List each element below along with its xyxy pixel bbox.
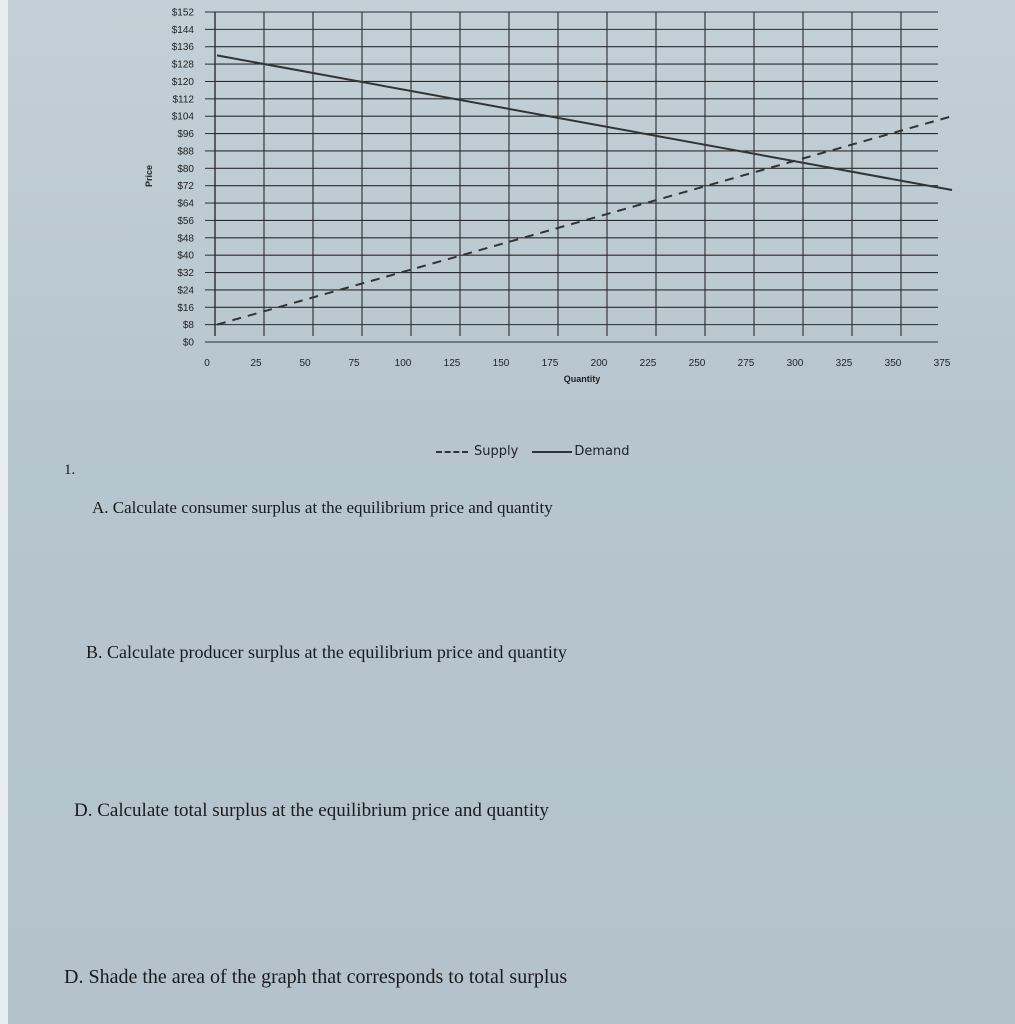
question-c: D. Calculate total surplus at the equilibrium price and quantity <box>74 800 549 821</box>
y-tick-label: $144 <box>171 24 194 36</box>
question-d: D. Shade the area of the graph that corresponds to total surplus <box>64 966 568 988</box>
y-tick-label: $48 <box>177 233 194 245</box>
y-tick-label: $152 <box>171 7 194 19</box>
y-tick-label: $112 <box>172 94 194 106</box>
y-tick-label: $0 <box>182 337 194 349</box>
y-tick-label: $56 <box>177 215 194 227</box>
x-tick-label: 250 <box>688 358 706 369</box>
x-tick-label: 175 <box>541 358 559 369</box>
x-tick-label: 225 <box>639 358 657 369</box>
y-tick-label: $72 <box>177 181 194 193</box>
x-tick-label: 125 <box>443 358 461 369</box>
question-number: 1. <box>64 462 76 478</box>
legend-label-demand: Demand <box>574 444 630 459</box>
question-b: B. Calculate producer surplus at the equilibrium price and quantity <box>86 642 567 662</box>
question-a: A. Calculate consumer surplus at the equilibrium price and quantity <box>92 498 553 517</box>
x-tick-label: 325 <box>835 358 853 369</box>
x-tick-label: 50 <box>299 358 311 369</box>
supply-swatch <box>436 451 468 453</box>
x-tick-label: 200 <box>590 358 608 369</box>
y-tick-label: $8 <box>182 320 194 332</box>
x-tick-label: 75 <box>348 358 360 369</box>
x-axis-label: Quantity <box>563 374 601 384</box>
x-tick-label: 375 <box>933 358 951 369</box>
x-tick-label: 350 <box>884 358 902 369</box>
y-tick-label: $128 <box>171 59 194 71</box>
y-tick-label: $104 <box>171 111 194 123</box>
y-tick-label: $136 <box>171 42 194 54</box>
y-tick-label: $16 <box>177 302 194 314</box>
x-tick-label: 25 <box>250 358 262 369</box>
y-tick-label: $80 <box>177 163 194 175</box>
legend <box>436 444 643 459</box>
y-tick-label: $120 <box>171 76 194 88</box>
y-tick-label: $88 <box>177 146 194 158</box>
y-tick-label: $40 <box>177 250 194 262</box>
y-tick-label: $96 <box>177 129 194 141</box>
legend-label-supply: Supply <box>474 444 519 459</box>
demand-line <box>217 55 952 190</box>
x-tick-label: 0 <box>204 358 210 369</box>
x-tick-label: 150 <box>492 358 510 369</box>
x-tick-label: 300 <box>786 358 804 369</box>
y-tick-label: $24 <box>177 285 194 297</box>
y-tick-label: $32 <box>177 268 194 280</box>
legend-item-demand <box>532 444 629 459</box>
supply-demand-chart <box>0 0 1015 440</box>
x-tick-label: 275 <box>737 358 755 369</box>
legend-item-supply <box>436 444 518 459</box>
y-axis-label: Price <box>144 164 154 188</box>
x-tick-label: 100 <box>394 358 412 369</box>
demand-swatch <box>532 451 572 453</box>
y-tick-label: $64 <box>177 198 194 210</box>
